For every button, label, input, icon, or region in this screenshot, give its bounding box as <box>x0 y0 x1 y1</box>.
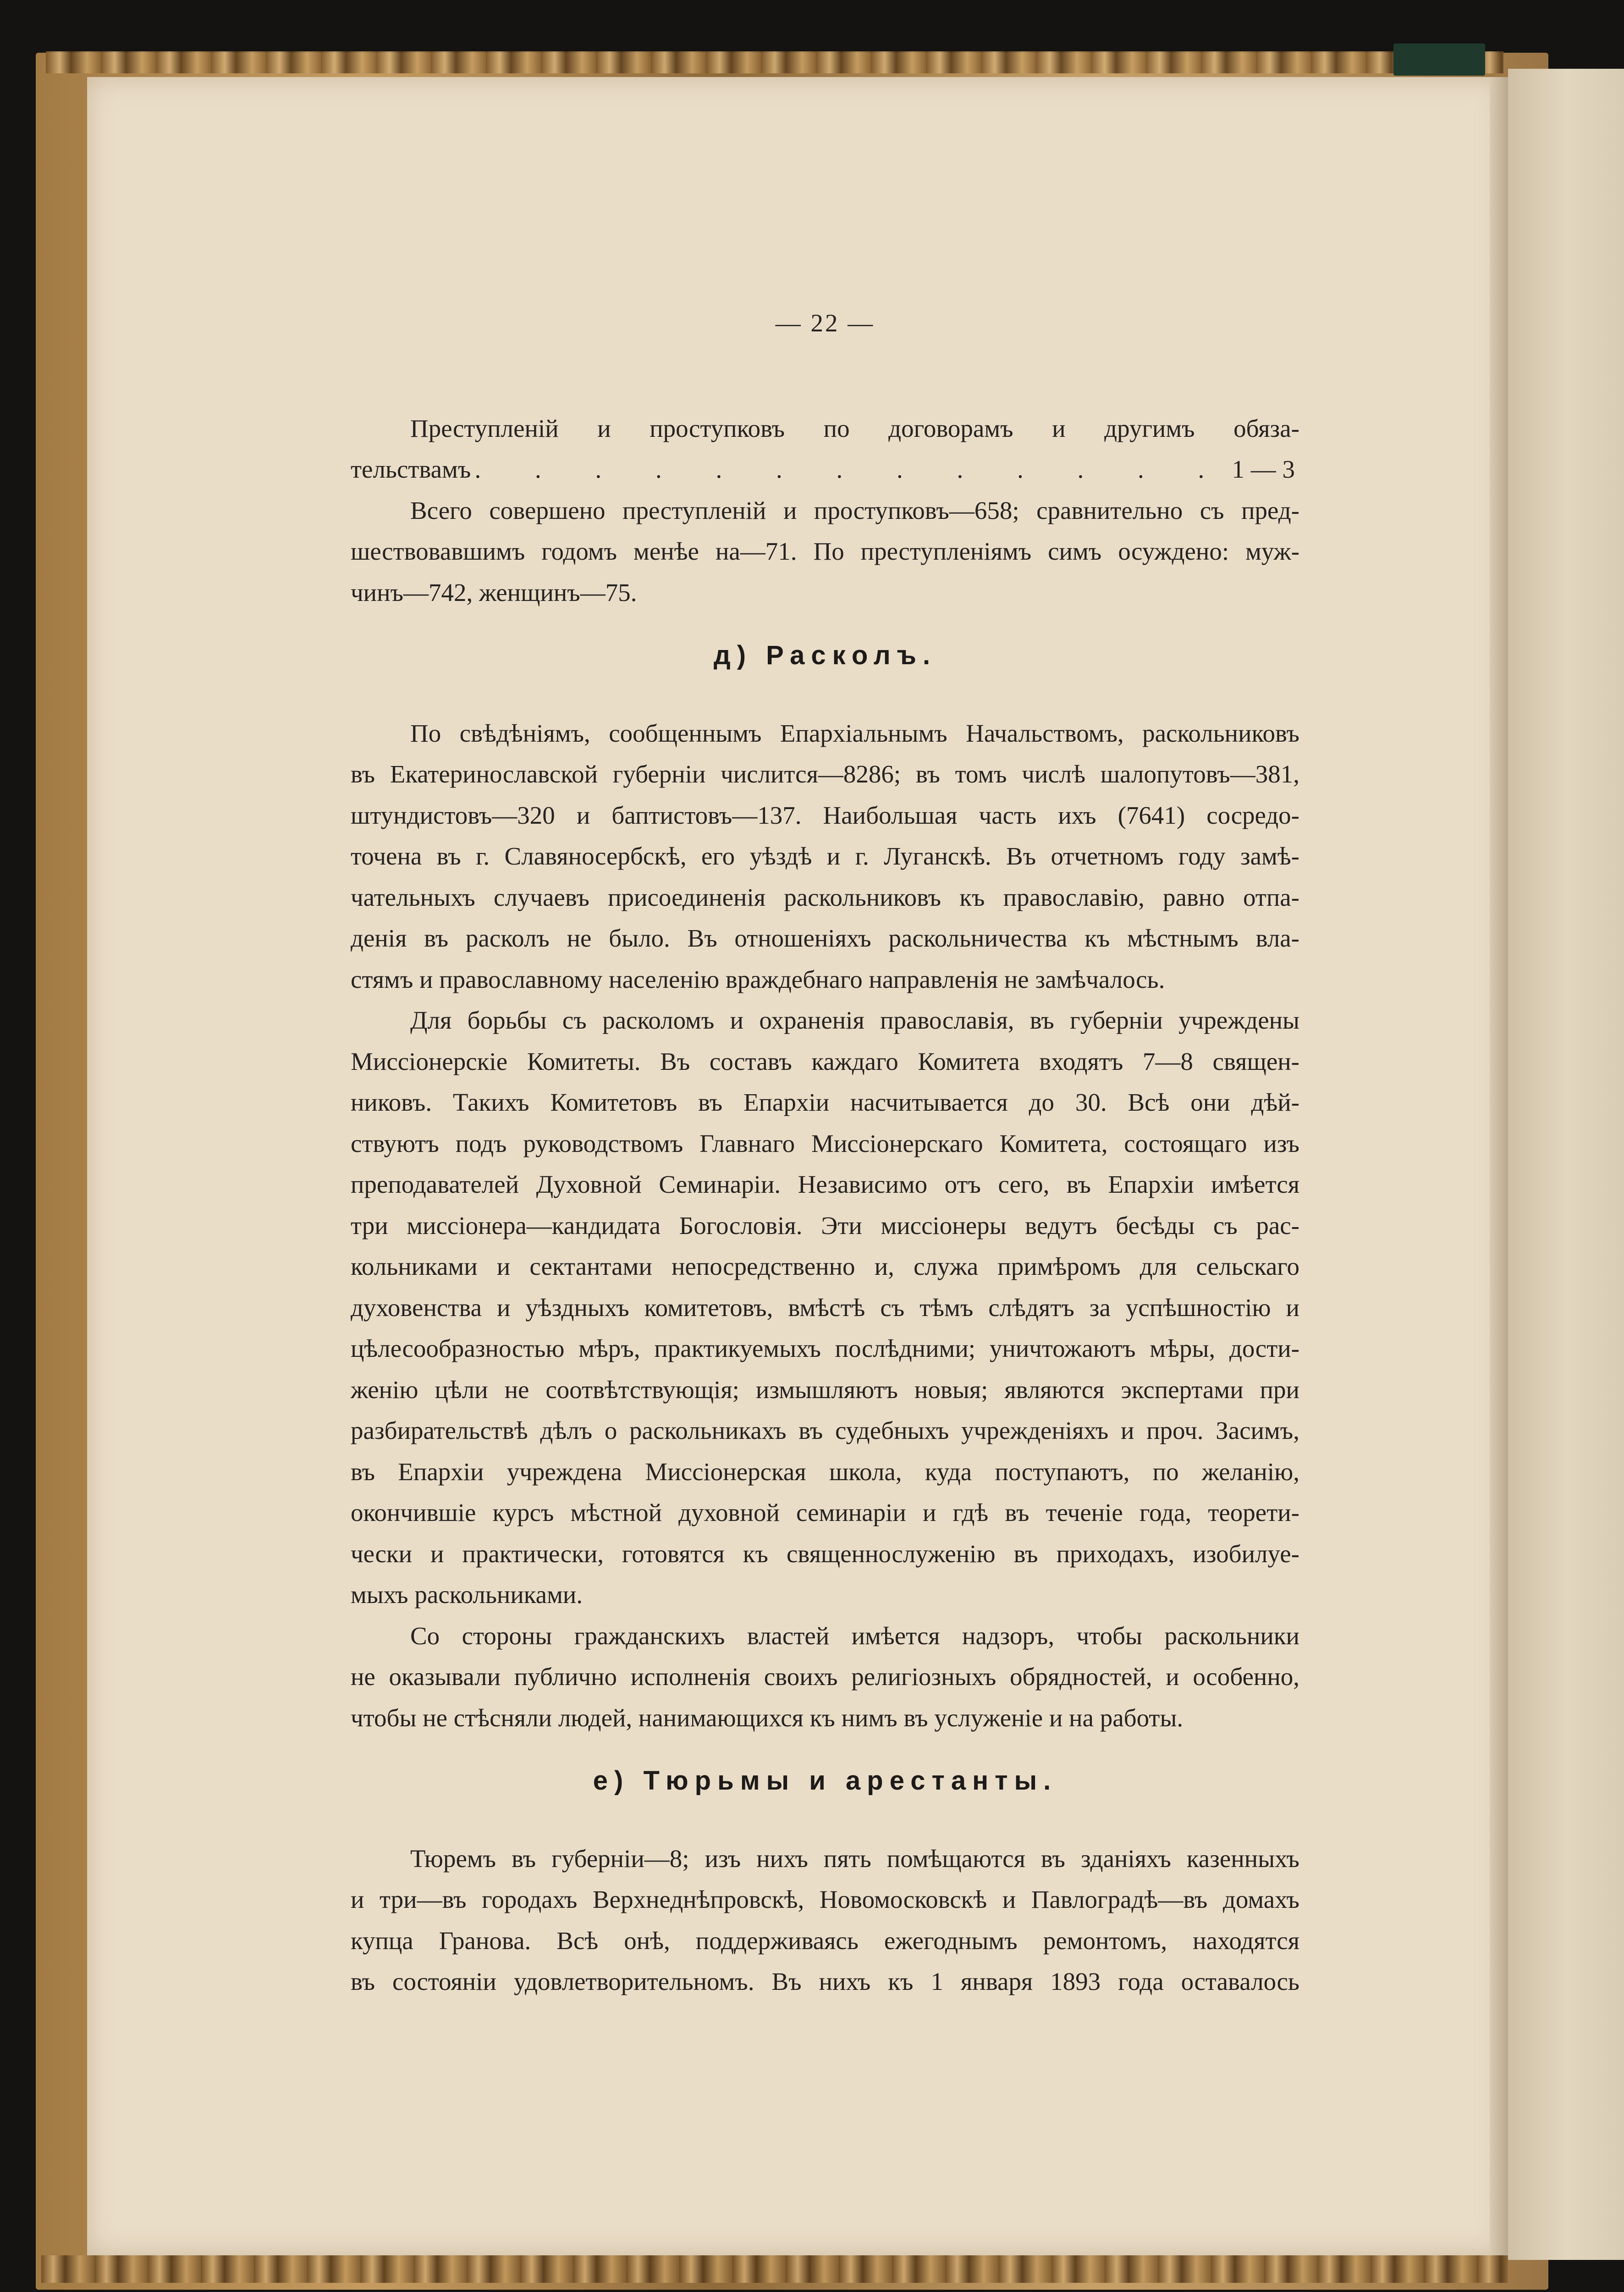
text-line: кольниками и сектантами непосредственно и, служа примѣромъ для сельскаго <box>351 1252 1299 1280</box>
cover-edge-bottom <box>41 2255 1508 2283</box>
text-line: разбирательствѣ дѣлъ о раскольникахъ въ судебныхъ учрежденіяхъ и проч. Засимъ, <box>351 1416 1299 1444</box>
table-row-values: 1 — 3 <box>1232 455 1295 483</box>
text-line: штундистовъ—320 и баптистовъ—137. Наибольшая часть ихъ (7641) сосредо- <box>351 801 1299 829</box>
table-row-dots: . . . . . . . . . . . . . <box>474 455 1228 483</box>
text-line: купца Гранова. Всѣ онѣ, поддерживаясь ежегоднымъ ремонтомъ, находятся <box>351 1926 1299 1955</box>
text-line: По свѣдѣніямъ, сообщеннымъ Епархіальнымъ Начальствомъ, раскольниковъ <box>410 719 1299 747</box>
section-heading-prisons: е) Тюрьмы и арестанты. <box>593 1766 1057 1796</box>
paragraph <box>351 1615 1299 1739</box>
text-line: чательныхъ случаевъ присоединенія раскольниковъ къ православію, равно отпа- <box>351 883 1299 911</box>
text-line: духовенства и уѣздныхъ комитетовъ, вмѣстѣ съ тѣмъ слѣдятъ за успѣшностію и <box>351 1293 1299 1322</box>
text-line: мыхъ раскольниками. <box>351 1581 583 1609</box>
page-number: — 22 — <box>775 309 875 337</box>
text-line: Со стороны гражданскихъ властей имѣется надзоръ, чтобы раскольники <box>410 1621 1299 1650</box>
text-line: не оказывали публично исполненія своихъ религіозныхъ обрядностей, и особенно, <box>351 1663 1299 1691</box>
text-line: Всего совершено преступленій и проступковъ—658; сравнительно съ пред- <box>410 496 1299 524</box>
text-line: въ состояніи удовлетворительномъ. Въ нихъ къ 1 января 1893 года оставалось <box>351 1967 1299 1995</box>
text-line: денія въ расколъ не было. Въ отношеніяхъ раскольничества къ мѣстнымъ вла- <box>351 924 1299 952</box>
text-line: три миссіонера—кандидата Богословія. Эти миссіонеры ведутъ бесѣды съ рас- <box>351 1211 1299 1240</box>
page-text <box>351 303 1299 2002</box>
text-line: чтобы не стѣсняли людей, нанимающихся къ нимъ въ услуженіе и на работы. <box>351 1703 1184 1732</box>
summary-paragraph <box>351 490 1299 613</box>
text-line: въ Епархіи учреждена Миссіонерская школа, куда поступаютъ, по желанію, <box>351 1457 1299 1486</box>
paragraph <box>351 713 1299 1000</box>
text-line: преподавателей Духовной Семинаріи. Независимо отъ сего, въ Епархіи имѣется <box>351 1170 1299 1198</box>
table-row <box>351 408 1299 490</box>
text-line: Для борьбы съ расколомъ и охраненія православія, въ губерніи учреждены <box>410 1006 1299 1034</box>
next-page-edge <box>1508 69 1624 2260</box>
text-line: Тюремъ въ губерніи—8; изъ нихъ пять помѣщаются въ зданіяхъ казенныхъ <box>410 1844 1299 1873</box>
cover-corner <box>1393 44 1485 76</box>
text-line: Преступленій и проступковъ по договорамъ и другимъ обяза- <box>410 414 1299 442</box>
text-line: въ Екатеринославской губерніи числится—8286; въ томъ числѣ шалопутовъ—381, <box>351 760 1299 788</box>
text-line: Миссіонерскіе Комитеты. Въ составъ каждаго Комитета входятъ 7—8 священ- <box>351 1047 1299 1075</box>
paragraph <box>351 1000 1299 1615</box>
text-line: и три—въ городахъ Верхнеднѣпровскѣ, Новомосковскѣ и Павлоградѣ—въ домахъ <box>351 1885 1299 1913</box>
cover-edge-top <box>46 51 1503 73</box>
text-line: женію цѣли не соотвѣтствующія; измышляютъ новыя; являются экспертами при <box>351 1375 1299 1404</box>
table-row-leader <box>351 449 1299 490</box>
text-line: ствуютъ подъ руководствомъ Главнаго Миссіонерскаго Комитета, состоящаго изъ <box>351 1129 1299 1157</box>
text-line: чинъ—742, женщинъ—75. <box>351 578 637 606</box>
text-line: чески и практически, готовятся къ священнослуженію въ приходахъ, изобилуе- <box>351 1539 1299 1568</box>
page-gutter <box>1490 77 1508 2255</box>
paragraph <box>351 1838 1299 2002</box>
text-line: стямъ и православному населенію враждебнаго направленія не замѣчалось. <box>351 965 1165 993</box>
text-line: окончившіе курсъ мѣстной духовной семинаріи и гдѣ въ теченіе года, теорети- <box>351 1499 1299 1526</box>
text-line: точена въ г. Славяносербскѣ, его уѣздѣ и г. Луганскѣ. Въ отчетномъ году замѣ- <box>351 842 1299 870</box>
text-line: никовъ. Такихъ Комитетовъ въ Епархіи насчитывается до 30. Всѣ они дѣй- <box>351 1088 1299 1116</box>
text-line: шествовавшимъ годомъ менѣе на—71. По преступленіямъ симъ осуждено: муж- <box>351 537 1299 565</box>
table-row-label: тельствамъ <box>351 455 471 483</box>
section-heading-raskol: д) Расколъ. <box>713 640 937 670</box>
text-line: цѣлесообразностью мѣръ, практикуемыхъ послѣдними; уничтожаютъ мѣры, дости- <box>351 1334 1299 1362</box>
